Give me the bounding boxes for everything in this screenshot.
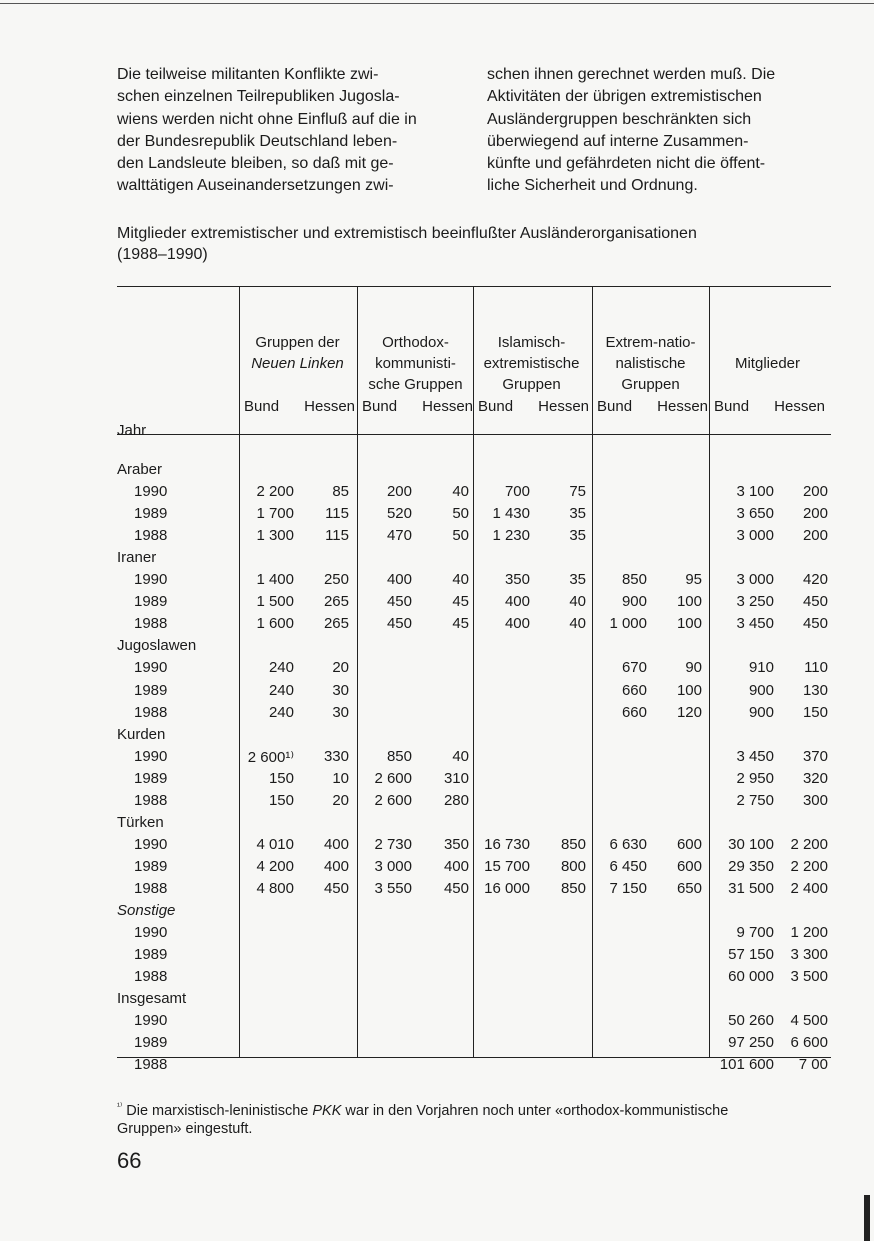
table-cell: 450 bbox=[386, 615, 412, 633]
row-year: 1989 bbox=[134, 946, 168, 964]
table-group-row bbox=[117, 461, 831, 483]
table-cell: 3 550 bbox=[374, 879, 412, 897]
table-cell: 6 630 bbox=[609, 835, 647, 853]
table-cell: 31 500 bbox=[728, 879, 774, 897]
table-cell: 280 bbox=[443, 791, 469, 809]
table-row bbox=[117, 659, 831, 681]
table-cell: 2 730 bbox=[374, 835, 412, 853]
caption-line-1: Mitglieder extremistischer und extremistisch beeinflußter Ausländerorganisationen bbox=[117, 225, 697, 242]
table-cell: 3 250 bbox=[736, 593, 774, 611]
row-year: 1989 bbox=[134, 769, 168, 787]
table-cell: 450 bbox=[323, 879, 349, 897]
intro-left-line: der Bundesrepublik Deutschland leben- bbox=[117, 132, 398, 150]
table-cell: 6 600 bbox=[790, 1034, 828, 1052]
intro-text bbox=[117, 64, 830, 198]
table-cell: 3 000 bbox=[736, 571, 774, 589]
table-cell: 7 00 bbox=[798, 1056, 828, 1074]
row-year: 1988 bbox=[134, 1056, 168, 1074]
table-cell: 85 bbox=[332, 483, 349, 501]
row-year: 1990 bbox=[134, 924, 168, 942]
table-cell: 97 250 bbox=[728, 1034, 774, 1052]
table-cell: 115 bbox=[325, 527, 349, 545]
intro-right-line: Aktivitäten der übrigen extremistischen bbox=[487, 88, 762, 106]
table-cell: 101 600 bbox=[719, 1056, 774, 1074]
table-row bbox=[117, 770, 831, 792]
table-cell: 40 bbox=[452, 571, 469, 589]
table-cell: 850 bbox=[560, 879, 586, 897]
footnote-text-after: war in den Vorjahren noch unter «orthodox-kommunistische bbox=[341, 1102, 729, 1119]
row-year: 1990 bbox=[134, 483, 168, 501]
table-row bbox=[117, 792, 831, 814]
table-row bbox=[117, 593, 831, 615]
table-cell: 3 300 bbox=[790, 946, 828, 964]
table-cell: 2 200 bbox=[790, 835, 828, 853]
footnote-line-2: Gruppen» eingestuft. bbox=[117, 1120, 253, 1137]
table-cell: 1 600 bbox=[256, 615, 294, 633]
page-top-rule bbox=[0, 3, 874, 4]
table-cell: 600 bbox=[676, 857, 702, 875]
table-cell: 40 bbox=[569, 615, 586, 633]
table-row bbox=[117, 858, 831, 880]
table-row bbox=[117, 924, 831, 946]
subheader-hessen: Hessen bbox=[774, 398, 825, 415]
table-cell: 850 bbox=[386, 747, 412, 765]
table-cell: 240 bbox=[268, 659, 294, 677]
table-cell: 20 bbox=[332, 791, 349, 809]
row-year: 1990 bbox=[134, 747, 168, 765]
table-top-rule bbox=[117, 286, 831, 287]
intro-left-line: walttätigen Auseinandersetzungen zwi- bbox=[117, 177, 394, 195]
intro-right-line: liche Sicherheit und Ordnung. bbox=[487, 177, 698, 195]
table-row bbox=[117, 836, 831, 858]
intro-left-line: den Landsleute bleiben, so daß mit ge- bbox=[117, 155, 394, 173]
row-year: 1989 bbox=[134, 593, 168, 611]
table-cell: 35 bbox=[569, 571, 586, 589]
table-cell: 50 260 bbox=[728, 1012, 774, 1030]
table-cell: 1 230 bbox=[492, 527, 530, 545]
table-row bbox=[117, 483, 831, 505]
table-cell: 3 100 bbox=[736, 483, 774, 501]
footnote-mark: ¹⁾ bbox=[117, 1101, 123, 1111]
table-cell: 95 bbox=[685, 571, 702, 589]
table-cell: 910 bbox=[748, 659, 774, 677]
table-cell: 2 600 bbox=[374, 791, 412, 809]
intro-right-line: Ausländergruppen beschränkten sich bbox=[487, 110, 752, 128]
table-cell: 10 bbox=[332, 769, 349, 787]
table-cell: 450 bbox=[802, 593, 828, 611]
table-cell: 800 bbox=[560, 857, 586, 875]
table-cell: 29 350 bbox=[728, 857, 774, 875]
row-group-label: Araber bbox=[117, 461, 163, 478]
table-cell: 200 bbox=[386, 483, 412, 501]
group-header-line: extremistische bbox=[483, 355, 580, 372]
row-year: 1988 bbox=[134, 791, 168, 809]
row-year: 1988 bbox=[134, 527, 168, 545]
subheader-bund: Bund bbox=[478, 398, 514, 415]
table-row bbox=[117, 1034, 831, 1056]
row-year: 1988 bbox=[134, 703, 168, 721]
table-caption bbox=[117, 223, 830, 265]
table-row bbox=[117, 880, 831, 902]
table-row bbox=[117, 505, 831, 527]
table-row bbox=[117, 682, 831, 704]
table-cell: 150 bbox=[802, 703, 828, 721]
jahr-header: Jahr bbox=[117, 422, 147, 439]
row-group-label: Kurden bbox=[117, 725, 166, 743]
members-table bbox=[117, 286, 831, 1078]
group-header-line: Gruppen der bbox=[255, 334, 340, 351]
group-header-line: Gruppen bbox=[621, 376, 680, 393]
group-header bbox=[473, 332, 590, 395]
table-cell: 600 bbox=[676, 835, 702, 853]
table-cell: 6 450 bbox=[609, 857, 647, 875]
group-header bbox=[709, 332, 826, 374]
table-cell: 350 bbox=[504, 571, 530, 589]
table-cell: 330 bbox=[323, 747, 349, 765]
row-year: 1989 bbox=[134, 505, 168, 523]
table-cell: 60 000 bbox=[728, 968, 774, 986]
table-cell: 30 bbox=[332, 681, 349, 699]
table-cell: 900 bbox=[748, 703, 774, 721]
table-cell: 115 bbox=[325, 505, 349, 523]
table-group-row bbox=[117, 990, 831, 1012]
table-cell: 57 150 bbox=[728, 946, 774, 964]
table-cell: 850 bbox=[560, 835, 586, 853]
table-cell: 110 bbox=[804, 659, 828, 677]
intro-right-column bbox=[487, 64, 830, 198]
group-header-line: Mitglieder bbox=[734, 355, 801, 372]
table-cell: 4 500 bbox=[790, 1012, 828, 1030]
group-header-line: Islamisch- bbox=[497, 334, 566, 351]
table-cell: 400 bbox=[323, 857, 349, 875]
row-year: 1989 bbox=[134, 857, 168, 875]
table-cell: 520 bbox=[386, 505, 412, 523]
table-cell: 150 bbox=[268, 769, 294, 787]
row-year: 1990 bbox=[134, 571, 168, 589]
table-cell: 450 bbox=[802, 615, 828, 633]
table-group-row bbox=[117, 549, 831, 571]
table-cell: 1 200 bbox=[790, 924, 828, 942]
row-group-label: Sonstige bbox=[117, 902, 176, 919]
table-cell: 9 700 bbox=[736, 924, 774, 942]
subheader-hessen: Hessen bbox=[657, 398, 708, 415]
subheader-hessen: Hessen bbox=[422, 398, 473, 415]
row-year: 1988 bbox=[134, 615, 168, 633]
table-cell: 1 430 bbox=[492, 505, 530, 523]
table-row bbox=[117, 1012, 831, 1034]
subheader-bund: Bund bbox=[244, 398, 280, 415]
table-cell: 700 bbox=[504, 483, 530, 501]
footnote bbox=[117, 1097, 832, 1138]
subheader-bund: Bund bbox=[362, 398, 398, 415]
table-cell: 265 bbox=[323, 593, 349, 611]
table-cell: 1 400 bbox=[256, 571, 294, 589]
table-cell: 150 bbox=[268, 791, 294, 809]
row-year: 1989 bbox=[134, 1034, 168, 1052]
table-cell: 40 bbox=[569, 593, 586, 611]
group-header-line: Gruppen bbox=[502, 376, 561, 393]
table-cell: 400 bbox=[504, 593, 530, 611]
table-cell: 4 800 bbox=[256, 879, 294, 897]
table-row bbox=[117, 1056, 831, 1078]
table-cell: 3 000 bbox=[736, 527, 774, 545]
table-cell: 1 700 bbox=[256, 505, 294, 523]
table-cell: 100 bbox=[676, 593, 702, 611]
table-cell: 45 bbox=[452, 615, 469, 633]
group-header bbox=[239, 332, 356, 374]
table-cell: 420 bbox=[802, 571, 828, 589]
row-group-label: Türken bbox=[117, 813, 164, 831]
intro-right-line: schen ihnen gerechnet werden muß. Die bbox=[487, 66, 776, 83]
table-cell: 265 bbox=[323, 615, 349, 633]
table-cell: 320 bbox=[802, 769, 828, 787]
table-cell: 130 bbox=[802, 681, 828, 699]
intro-right-line: überwiegend auf interne Zusammen- bbox=[487, 132, 749, 150]
table-row bbox=[117, 527, 831, 549]
table-row bbox=[117, 615, 831, 637]
group-header bbox=[357, 332, 474, 395]
table-cell: 300 bbox=[802, 791, 828, 809]
table-cell: 200 bbox=[802, 505, 828, 523]
table-cell: 45 bbox=[452, 593, 469, 611]
table-group-row bbox=[117, 902, 831, 924]
table-cell: 660 bbox=[621, 703, 647, 721]
table-cell: 16 000 bbox=[484, 879, 530, 897]
table-cell: 200 bbox=[802, 527, 828, 545]
group-header-line: sche Gruppen bbox=[368, 376, 463, 393]
table-cell: 400 bbox=[504, 615, 530, 633]
table-header-rule bbox=[117, 434, 831, 435]
table-group-row bbox=[117, 814, 831, 836]
table-cell: 15 700 bbox=[484, 857, 530, 875]
table-cell: 30 bbox=[332, 703, 349, 721]
page-number: 66 bbox=[117, 1148, 142, 1173]
group-header-line: Orthodox- bbox=[382, 334, 449, 351]
table-cell: 2 750 bbox=[736, 791, 774, 809]
table-cell: 400 bbox=[386, 571, 412, 589]
table-cell: 400 bbox=[323, 835, 349, 853]
table-cell: 3 450 bbox=[736, 747, 774, 765]
group-header-line: Neuen Linken bbox=[251, 355, 344, 372]
table-cell: 1 500 bbox=[256, 593, 294, 611]
table-cell: 850 bbox=[621, 571, 647, 589]
table-cell: 900 bbox=[748, 681, 774, 699]
table-cell: 900 bbox=[621, 593, 647, 611]
table-cell: 120 bbox=[676, 703, 702, 721]
group-header-line: kommunisti- bbox=[375, 355, 456, 372]
table-cell: 400 bbox=[443, 857, 469, 875]
table-row bbox=[117, 968, 831, 990]
footnote-term: PKK bbox=[312, 1102, 342, 1119]
subheader-hessen: Hessen bbox=[538, 398, 589, 415]
row-group-label: Insgesamt bbox=[117, 990, 187, 1008]
row-year: 1989 bbox=[134, 681, 168, 699]
table-cell: 100 bbox=[676, 681, 702, 699]
row-year: 1990 bbox=[134, 1012, 168, 1030]
intro-left-line: Die teilweise militanten Konflikte zwi- bbox=[117, 66, 379, 83]
table-cell: 3 000 bbox=[374, 857, 412, 875]
row-year: 1988 bbox=[134, 968, 168, 986]
table-cell: 200 bbox=[802, 483, 828, 501]
intro-left-column bbox=[117, 64, 460, 198]
table-cell: 75 bbox=[569, 483, 586, 501]
table-cell: 40 bbox=[452, 483, 469, 501]
table-cell: 16 730 bbox=[484, 835, 530, 853]
intro-right-line: künfte und gefährdeten nicht die öffent- bbox=[487, 155, 766, 173]
table-cell: 470 bbox=[386, 527, 412, 545]
table-cell: 7 150 bbox=[609, 879, 647, 897]
table-cell: 240 bbox=[268, 703, 294, 721]
table-cell: 2 950 bbox=[736, 769, 774, 787]
row-year: 1990 bbox=[134, 659, 168, 677]
caption-line-2: (1988–1990) bbox=[117, 246, 208, 263]
table-row bbox=[117, 704, 831, 726]
table-cell: 650 bbox=[676, 879, 702, 897]
scan-edge-strip bbox=[864, 1195, 870, 1241]
table-cell: 90 bbox=[685, 659, 702, 677]
table-cell: 450 bbox=[443, 879, 469, 897]
row-group-label: Jugoslawen bbox=[117, 637, 197, 655]
table-cell: 660 bbox=[621, 681, 647, 699]
table-cell: 4 200 bbox=[256, 857, 294, 875]
table-cell: 2 600¹⁾ bbox=[247, 748, 294, 766]
table-cell: 3 650 bbox=[736, 505, 774, 523]
group-header-line: nalistische bbox=[615, 355, 686, 372]
table-cell: 4 010 bbox=[256, 835, 294, 853]
row-year: 1990 bbox=[134, 835, 168, 853]
table-cell: 1 300 bbox=[256, 527, 294, 545]
table-cell: 670 bbox=[621, 659, 647, 677]
table-cell: 370 bbox=[802, 747, 828, 765]
table-cell: 2 400 bbox=[790, 879, 828, 897]
row-group-label: Iraner bbox=[117, 549, 157, 567]
table-cell: 20 bbox=[332, 659, 349, 677]
group-header bbox=[592, 332, 709, 395]
intro-left-line: wiens werden nicht ohne Einfluß auf die in bbox=[117, 110, 417, 128]
table-cell: 350 bbox=[443, 835, 469, 853]
group-header-line bbox=[765, 334, 769, 351]
subheader-bund: Bund bbox=[597, 398, 633, 415]
table-cell: 100 bbox=[676, 615, 702, 633]
table-cell: 250 bbox=[323, 571, 349, 589]
intro-left-line: schen einzelnen Teilrepubliken Jugosla- bbox=[117, 88, 400, 106]
table-cell: 2 600 bbox=[374, 769, 412, 787]
group-header-line: Extrem-natio- bbox=[605, 334, 696, 351]
table-cell: 3 500 bbox=[790, 968, 828, 986]
table-group-row bbox=[117, 726, 831, 748]
table-cell: 3 450 bbox=[736, 615, 774, 633]
row-year: 1988 bbox=[134, 879, 168, 897]
table-cell: 50 bbox=[452, 505, 469, 523]
subheader-hessen: Hessen bbox=[304, 398, 355, 415]
table-cell: 30 100 bbox=[728, 835, 774, 853]
table-cell: 450 bbox=[386, 593, 412, 611]
table-cell: 2 200 bbox=[790, 857, 828, 875]
table-group-row bbox=[117, 637, 831, 659]
table-cell: 35 bbox=[569, 505, 586, 523]
table-row bbox=[117, 571, 831, 593]
footnote-text-before: Die marxistisch-leninistische bbox=[122, 1102, 313, 1119]
table-row bbox=[117, 748, 831, 770]
table-cell: 50 bbox=[452, 527, 469, 545]
subheader-bund: Bund bbox=[714, 398, 750, 415]
table-cell: 240 bbox=[268, 681, 294, 699]
table-cell: 40 bbox=[452, 747, 469, 765]
table-cell: 35 bbox=[569, 527, 586, 545]
table-cell: 2 200 bbox=[256, 483, 294, 501]
table-cell: 1 000 bbox=[609, 615, 647, 633]
table-cell: 310 bbox=[443, 769, 469, 787]
table-row bbox=[117, 946, 831, 968]
